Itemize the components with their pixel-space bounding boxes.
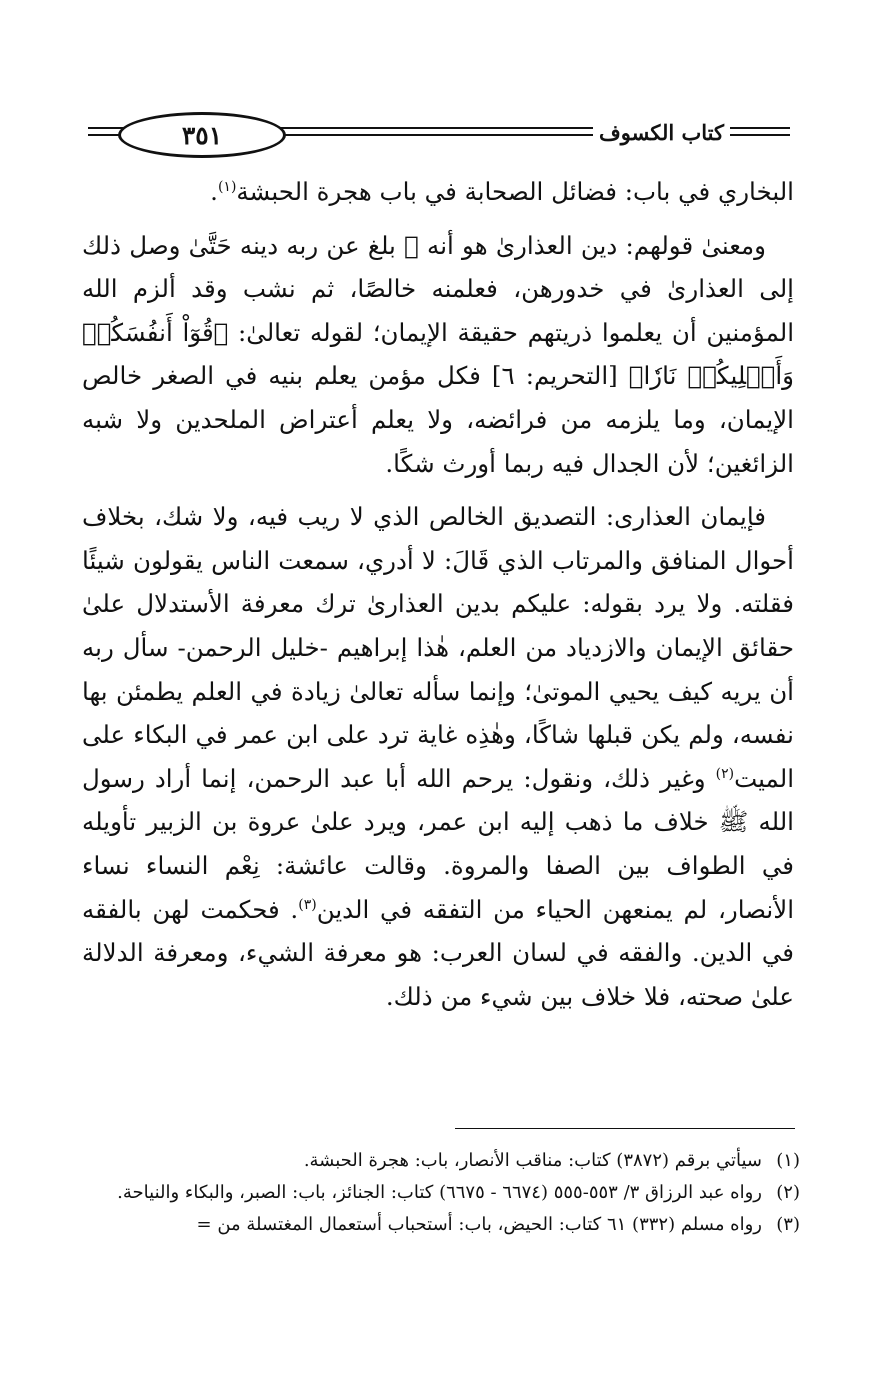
footnote-number: (٣)	[776, 1214, 800, 1235]
footnote-number: (١)	[776, 1150, 800, 1171]
footnote-1	[40, 1145, 800, 1177]
footnote-ref-2: (٢)	[715, 765, 735, 782]
footnote-divider	[455, 1128, 795, 1129]
page-number: ٣٥١	[118, 112, 286, 158]
running-title: كتاب الكسوف	[593, 120, 730, 145]
footnotes	[40, 1145, 800, 1241]
footnote-ref-3: (٣)	[298, 896, 317, 913]
paragraph-2: ومعنىٰ قولهم: دين العذارىٰ هو أنه ﷺ بلغ عن ربه دينه حَتَّىٰ وصل ذلك إلى العذارىٰ في خدورهن، فعلمنه خالصًا، ثم نشب وقد ألزم الله المؤمنين أن يعلموا ذريتهم حقيقة الإيمان؛ لقوله تعالىٰ: ﴿قُوٓاْ أَنفُسَكُمۡ وَأَهۡلِيكُمۡ نَارٗا﴾ [التحريم: ٦] فكل مؤمن يعلم بنيه في الصغر خالص الإيمان، وما يلزمه من فرائضه، ولا يعلم أعتراض الملحدين ولا شبه الزائغين؛ لأن الجدال فيه ربما أورث شكًا.	[82, 230, 794, 478]
footnote-text: رواه مسلم (٣٣٢) ٦١ كتاب: الحيض، باب: أستحباب أستعمال المغتسلة من =	[196, 1214, 762, 1235]
page-header	[88, 110, 790, 156]
footnote-text: سيأتي برقم (٣٨٧٢) كتاب: مناقب الأنصار، باب: هجرة الحبشة.	[303, 1150, 762, 1171]
main-text	[82, 170, 794, 1018]
footnote-number: (٢)	[776, 1182, 800, 1203]
footnote-text: رواه عبد الرزاق ٣/ ٥٥٣-٥٥٥ (٦٦٧٤ - ٦٦٧٥) كتاب: الجنائز، باب: الصبر، والبكاء والنياحة.	[117, 1182, 762, 1203]
footnote-2	[40, 1177, 800, 1209]
paragraph-3: فإيمان العذارى: التصديق الخالص الذي لا ريب فيه، ولا شك، بخلاف أحوال المنافق والمرتاب الذي قَالَ: لا أدري، سمعت الناس يقولون شيئًا فقلته. ولا يرد بقوله: عليكم بدين العذارىٰ ترك معرفة الأستدلال علىٰ حقائق الإيمان والازدياد من العلم، هٰذا إبراهيم -خليل الرحمن- سأل ربه أن يريه كيف يحيي الموتىٰ؛ وإنما سأله تعالىٰ زيادة في العلم يطمئن بها نفسه، ولم يكن قبلها شاكًا، وهٰذِه غاية ترد على ابن عمر في البكاء على الميت$^{(٢)}$ وغير ذلك، ونقول: يرحم الله أبا عبد الرحمن، إنما أراد رسول الله ﷺ خلاف ما ذهب إليه ابن عمر، ويرد علىٰ عروة بن الزبير تأويله في الطواف بين الصفا والمروة. وقالت عائشة: نِعْم النساء نساء الأنصار، لم يمنعهن الحياء من التفقه في الدين$^{(٣)}$. فحكمت لهن بالفقه في الدين. والفقه في لسان العرب: هو معرفة الشيء، ومعرفة الدلالة علىٰ صحته، فلا خلاف بين شيء من ذلك.	[82, 502, 795, 1011]
footnote-3	[40, 1209, 800, 1241]
paragraph-1: البخاري في باب: فضائل الصحابة في باب هجرة الحبشة$^{(١)}$.	[210, 177, 794, 206]
footnote-ref-1: (١)	[217, 178, 237, 195]
